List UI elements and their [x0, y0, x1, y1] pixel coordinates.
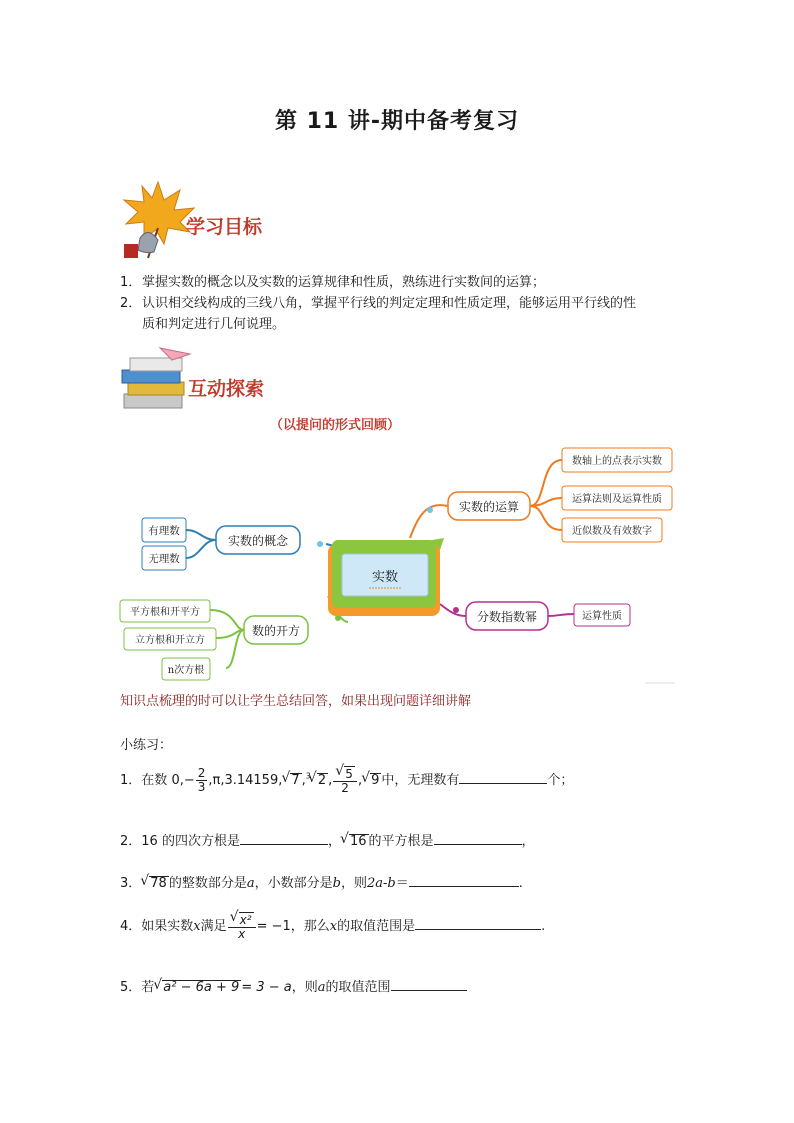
mindmap-leaf-rational	[142, 518, 186, 542]
mindmap-node-operation	[448, 492, 530, 520]
q1-frac	[196, 767, 208, 794]
q4-var-x: x	[193, 919, 201, 934]
mindmap-leaf-power-props	[574, 604, 630, 626]
q1-sqrt7: √ 7	[290, 773, 301, 788]
q1-nums-a: 0,−	[171, 773, 195, 788]
q1-post: 中，无理数有	[381, 773, 460, 788]
q2-pre: 16 的四次方根是	[141, 834, 240, 849]
power-props-label: 运算性质	[582, 611, 622, 622]
mindmap	[110, 440, 690, 690]
q4-post2: 的取值范围是	[337, 919, 416, 934]
page-title: 第 11 讲-期中备考复习	[274, 109, 520, 134]
mindmap-center-node	[328, 538, 444, 616]
objective-item	[120, 272, 680, 293]
books-icon	[120, 346, 196, 418]
q5-pre: 若	[141, 980, 155, 995]
q4-frac	[228, 912, 256, 941]
exercise-2	[120, 830, 535, 849]
q4-pre: 如果实数	[141, 919, 194, 934]
q2-mid: 的平方根是	[368, 834, 434, 849]
q4-num: 4．	[120, 919, 142, 934]
q1-answer-blank[interactable]	[459, 771, 547, 784]
q2-tail: ，	[521, 834, 535, 849]
q5-answer-blank[interactable]	[391, 978, 467, 991]
q3-text2: ，小数部分是	[254, 876, 333, 891]
objective-text: 掌握实数的概念以及实数的运算规律和性质，熟练进行实数间的运算；	[142, 275, 546, 290]
explore-banner	[120, 346, 290, 418]
q1-nums-b: ,π,3.14159,	[208, 773, 283, 788]
nth-label: n次方根	[167, 665, 205, 676]
q4-answer-blank[interactable]	[415, 917, 541, 930]
objective-text: 认识相交线构成的三线八角，掌握平行线的判定定理和性质定理，能够运用平行线的性	[142, 296, 637, 311]
objective-item	[120, 314, 680, 335]
exercise-heading: 小练习：	[120, 738, 173, 753]
q3-sqrt78: √ 78	[149, 876, 169, 891]
q4-eq: = −1	[256, 919, 291, 934]
q4-tail: .	[541, 919, 546, 934]
objective-num: 2．	[120, 296, 142, 311]
q5-post2: 的取值范围	[325, 980, 391, 995]
q3-text3: ，则	[340, 876, 367, 891]
q3-eq: ＝	[395, 876, 409, 891]
q3-var-b: b	[332, 876, 341, 891]
numberline-label: 数轴上的点表示实数	[572, 456, 662, 467]
objective-num: 1．	[120, 275, 142, 290]
q1-cbrt2: √ 2	[317, 773, 328, 788]
q1-cube-index: 3	[305, 771, 311, 781]
q1-pre: 在数	[141, 773, 168, 788]
exercise-5	[120, 976, 467, 995]
objectives-banner-label: 学习目标	[186, 216, 263, 238]
cube-label: 立方根和开立方	[135, 635, 205, 646]
q5-eq: = 3 − a	[241, 980, 292, 995]
concept-label: 实数的概念	[227, 534, 289, 548]
q3-num: 3．	[120, 876, 142, 891]
q4-post: ，那么	[290, 919, 330, 934]
mindmap-leaf-cube	[124, 628, 216, 650]
objectives-list	[120, 272, 680, 335]
q1-frac-d: 3	[197, 780, 206, 794]
q1-frac2-n: √ 5	[344, 766, 355, 781]
q5-var-a: a	[317, 980, 326, 995]
q4-frac-n: √ x²	[239, 912, 254, 927]
q3-var-a: a	[246, 876, 255, 891]
q2-num: 2．	[120, 834, 142, 849]
square-label: 平方根和开平方	[130, 607, 200, 618]
q1-tail: 个；	[547, 773, 574, 788]
mindmap-leaf-rules	[562, 486, 672, 510]
exercise-4	[120, 912, 545, 941]
q4-mid: 满足	[200, 919, 227, 934]
q1-frac2-d: 2	[341, 781, 349, 795]
q1-sep: ,	[301, 773, 306, 788]
q1-sep: ,	[357, 773, 363, 788]
q2-sqrt16: √ 16	[349, 834, 369, 849]
rational-label: 有理数	[148, 525, 180, 537]
q2-answer-blank-2[interactable]	[434, 832, 522, 845]
mindmap-node-root	[244, 616, 308, 644]
q5-radicand: √ a² − 6a + 9	[162, 980, 241, 995]
q3-answer-blank[interactable]	[409, 874, 519, 887]
objective-item	[120, 293, 680, 314]
mindmap-leaf-irrational	[142, 546, 186, 570]
mindmap-node-concept	[216, 526, 300, 554]
q2-answer-blank-1[interactable]	[240, 832, 328, 845]
power-label: 分数指数幂	[476, 610, 538, 624]
q3-tail: .	[518, 876, 523, 891]
exercise-1	[120, 766, 573, 795]
q1-frac-n: 2	[197, 766, 206, 780]
subtitle: （以提问的形式回顾）	[270, 418, 401, 433]
mindmap-leaf-nth	[162, 658, 210, 680]
q1-sqrt9: √ 9	[370, 773, 381, 788]
mindmap-leaf-approx	[562, 518, 662, 542]
q2-sep: ，	[327, 834, 341, 849]
q1-num: 1．	[120, 773, 142, 788]
mindmap-leaf-numberline	[562, 448, 672, 472]
mindmap-node-power	[466, 602, 548, 630]
explore-banner-label: 互动探索	[188, 378, 265, 400]
q1-frac2	[333, 766, 357, 795]
approx-label: 近似数及有效数字	[572, 526, 652, 537]
q3-expr: 2a-b	[366, 876, 396, 891]
objectives-banner	[118, 178, 288, 262]
q5-post: ，则	[291, 980, 318, 995]
mindmap-leaf-square	[120, 600, 210, 622]
q4-var-x2: x	[329, 919, 338, 934]
objective-text: 质和判定进行几何说理。	[142, 317, 286, 332]
operation-label: 实数的运算	[458, 500, 520, 514]
teacher-note: 知识点梳理的时可以让学生总结回答，如果出现问题详细讲解	[120, 694, 472, 709]
mindmap-center-label: 实数	[371, 570, 399, 585]
irrational-label: 无理数	[148, 553, 180, 565]
q1-sep: ,	[328, 773, 333, 788]
q3-text: 的整数部分是	[168, 876, 247, 891]
rules-label: 运算法则及运算性质	[572, 494, 662, 505]
q4-frac-d: x	[238, 927, 246, 941]
q5-num: 5．	[120, 980, 142, 995]
root-label: 数的开方	[251, 624, 301, 638]
exercise-3	[120, 872, 523, 891]
